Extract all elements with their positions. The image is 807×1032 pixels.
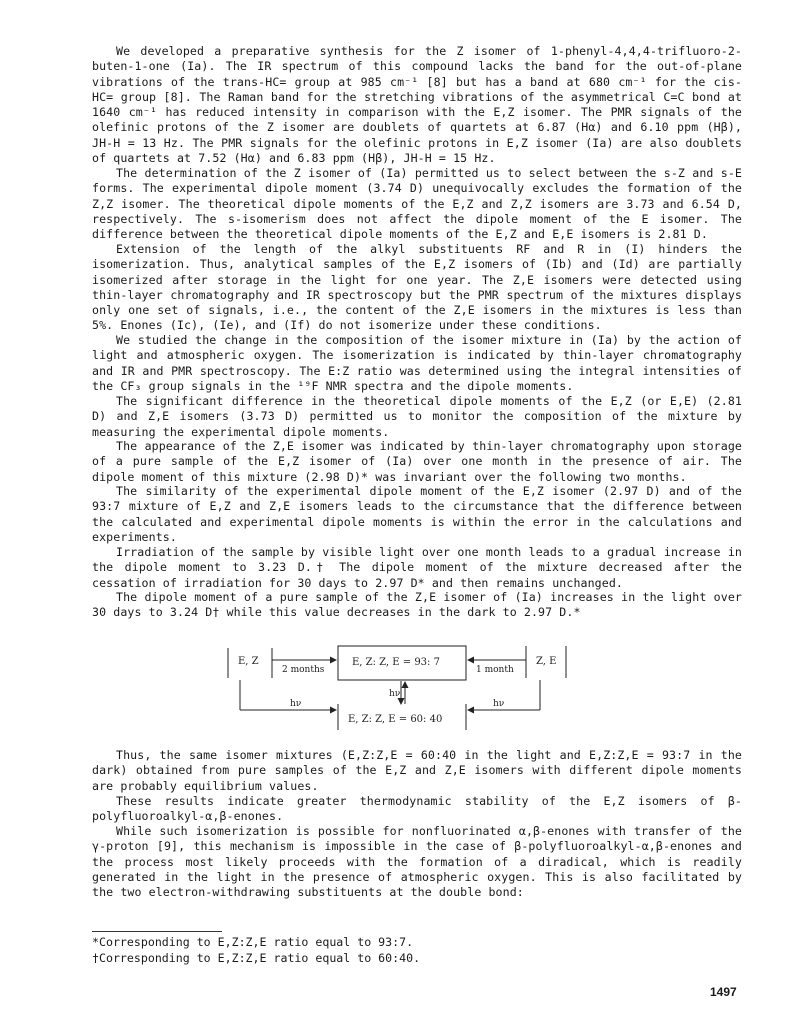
box-mixture-60-40 xyxy=(338,704,466,730)
box-ez-label: E, Z xyxy=(238,656,259,667)
footnote-2: †Corresponding to E,Z:Z,E ratio equal to 60:40. xyxy=(92,951,421,965)
arrow-center-hv xyxy=(389,681,405,704)
arrow-2-months xyxy=(272,660,336,675)
box-mixture-93-7 xyxy=(338,646,466,680)
paragraph-4: We studied the change in the composition of the isomer mixture in (Ia) by the action of light and atmospheric oxygen. The isomerization is indicated by thin-layer chromatography and IR and PMR spectroscopy. The E:Z ratio was determined using the integral intensities of the CF₃ group signals in the ¹⁹F NMR spectra and the dipole moments. xyxy=(92,333,742,393)
footnote-1: *Corresponding to E,Z:Z,E ratio equal to 93:7. xyxy=(92,935,414,949)
paragraph-12: While such isomerization is possible for nonfluorinated α,β-enones with transfer of the γ-proton [9], this mechanism is impossible in the case of β-polyfluoroalkyl-α,β-enones and the process most likely proceeds with the formation of a diradical, which is readily generated in the light in the presence of atmospheric oxygen. This is also facilitated by the two electron-withdrawing substituents at the double bond: xyxy=(92,824,742,900)
footnote-rule xyxy=(92,931,222,932)
page-number: 1497 xyxy=(710,985,737,999)
paragraph-8: Irradiation of the sample by visible light over one month leads to a gradual increase in the dipole moment to 3.23 D.† The dipole moment of the mixture decreased after the cessation of irradiation for 30 days to 2.97 D* and then remains unchanged. xyxy=(92,545,742,590)
paragraph-5: The significant difference in the theoretical dipole moments of the E,Z (or E,E) (2.81 D) and Z,E isomers (3.73 D) permitted us to monitor the composition of the mixture by measuring the experimental dipole moments. xyxy=(92,394,742,439)
paragraph-6: The appearance of the Z,E isomer was indicated by thin-layer chromatography upon storage of a pure sample of the E,Z isomer of (Ia) over one month in the presence of air. The dipole moment of this mixture (2.98 D)* was invariant over the following two months. xyxy=(92,439,742,484)
paragraph-1: We developed a preparative synthesis for the Z isomer of 1-phenyl-4,4,4-trifluoro-2-buten-1-one (Ia). The IR spectrum of this compound lacks the band for the out-of-plane vibrations of the trans-HC= group at 985 cm⁻¹ [8] but has a band at 680 cm⁻¹ for the cis-HC= group [8]. The Raman band for the stretching vibrations of the asymmetrical C=C bond at 1640 cm⁻¹ has reduced intensity in comparison with the E,Z isomer. The PMR signals of the olefinic protons of the Z isomer are doublets of quartets at 6.87 (Hα) and 6.10 ppm (Hβ), JH-H = 13 Hz. The PMR signals for the olefinic protons in E,Z isomer (Ia) are also doublets of quartets at 7.52 (Hα) and 6.83 ppm (Hβ), JH-H = 15 Hz. xyxy=(92,44,742,166)
arrow-center-hv-label: hν xyxy=(389,689,401,699)
box-ze-label: Z, E xyxy=(536,656,557,667)
box-ez xyxy=(228,648,272,678)
arrow-1-month xyxy=(468,660,526,675)
paragraph-9: The dipole moment of a pure sample of the Z,E isomer of (Ia) increases in the light over 30 days to 3.24 D† while this value decreases in the dark to 2.97 D.* xyxy=(92,590,742,620)
paragraph-7: The similarity of the experimental dipole moment of the E,Z isomer (2.97 D) and of the 93:7 mixture of E,Z and Z,E isomers leads to the circumstance that the difference between the calculated and experimental dipole moments is within the error in the calculations and experiments. xyxy=(92,484,742,544)
arrow-right-hv-label: hν xyxy=(493,699,505,709)
paragraph-11: These results indicate greater thermodynamic stability of the E,Z isomers of β-polyfluoroalkyl-α,β-enones. xyxy=(92,794,742,824)
box-ze xyxy=(526,646,566,678)
box-mixture-93-7-label: E, Z: Z, E = 93: 7 xyxy=(352,657,440,668)
box-mixture-60-40-label: E, Z: Z, E = 60: 40 xyxy=(348,714,443,725)
paragraph-2: The determination of the Z isomer of (Ia) permitted us to select between the s-Z and s-E forms. The experimental dipole moment (3.74 D) unequivocally excludes the formation of the Z,Z isomer. The theoretical dipole moments of the E,Z and Z,Z isomers are 3.73 and 6.54 D, respectively. The s-isomerism does not affect the dipole moment of the E isomer. The difference between the theoretical dipole moments of the E,Z and E,E isomers is 2.81 D. xyxy=(92,166,742,242)
paragraph-3: Extension of the length of the alkyl substituents RF and R in (I) hinders the isomerization. Thus, analytical samples of the E,Z isomers of (Ib) and (Id) are partially isomerized after storage in the light for one year. The Z,E isomers were detected using thin-layer chromatography and IR spectroscopy but the PMR spectrum of the mixtures displays only one set of signals, i.e., the content of the Z,E isomers in the mixtures is less than 5%. Enones (Ic), (Ie), and (If) do not isomerize under these conditions. xyxy=(92,242,742,333)
arrow-right-hv xyxy=(468,680,540,710)
arrow-2-months-label: 2 months xyxy=(282,665,325,675)
arrow-left-hv-label: hν xyxy=(290,699,302,709)
arrow-1-month-label: 1 month xyxy=(476,665,514,675)
arrow-left-hv xyxy=(240,680,336,710)
paragraph-10: Thus, the same isomer mixtures (E,Z:Z,E = 60:40 in the light and E,Z:Z,E = 93:7 in the dark) obtained from pure samples of the E,Z and Z,E isomers with different dipole moments are probably equilibrium values. xyxy=(92,748,742,793)
